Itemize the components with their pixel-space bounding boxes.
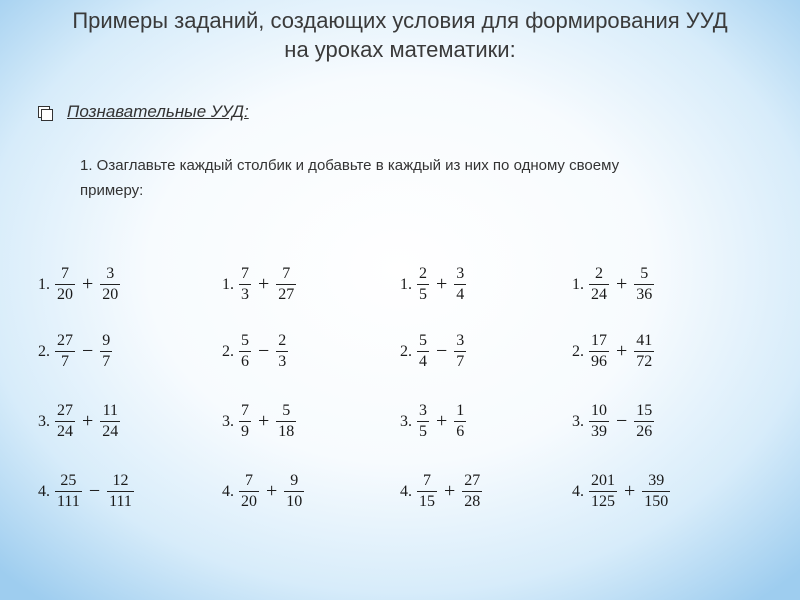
fraction-expression — [222, 401, 299, 442]
numerator: 10 — [591, 402, 607, 419]
operator: + — [258, 273, 270, 295]
denominator: 26 — [636, 423, 653, 440]
numerator: 25 — [60, 472, 77, 489]
numerator: 9 — [102, 332, 111, 349]
denominator: 150 — [644, 493, 669, 510]
fraction-b — [276, 331, 288, 372]
fraction-expression — [38, 264, 123, 305]
numerator: 9 — [290, 472, 299, 489]
expression-index: 4. — [572, 482, 584, 500]
denominator: 4 — [419, 353, 427, 370]
numerator: 27 — [57, 332, 73, 349]
fraction-a — [239, 471, 259, 512]
denominator: 96 — [591, 353, 607, 370]
denominator: 125 — [591, 493, 615, 510]
denominator: 24 — [102, 423, 119, 440]
denominator: 20 — [241, 493, 257, 510]
operator: + — [436, 410, 448, 432]
slide-title — [0, 6, 800, 64]
operator: − — [436, 340, 448, 362]
expression-index: 3. — [400, 412, 412, 430]
operator: + — [616, 273, 628, 295]
operator: + — [266, 480, 278, 502]
numerator: 7 — [282, 265, 291, 282]
fraction-a — [55, 471, 82, 512]
numerator: 7 — [241, 265, 249, 282]
numerator: 12 — [112, 472, 129, 489]
fraction-expression — [222, 264, 299, 305]
fraction-a — [417, 471, 437, 512]
numerator: 41 — [636, 332, 653, 349]
denominator: 3 — [278, 353, 287, 370]
numerator: 2 — [595, 265, 603, 282]
fraction-b — [454, 401, 466, 442]
fraction-a — [417, 331, 429, 372]
numerator: 3 — [106, 265, 115, 282]
denominator: 39 — [591, 423, 607, 440]
fraction-a — [589, 471, 617, 512]
operator: + — [444, 480, 456, 502]
numerator: 27 — [464, 472, 481, 489]
fraction-a — [55, 264, 75, 305]
fraction-a — [55, 331, 75, 372]
fraction-b — [454, 331, 466, 372]
fraction-expression — [572, 471, 673, 512]
expression-index: 1. — [222, 275, 234, 293]
numerator: 3 — [456, 265, 465, 282]
denominator: 24 — [591, 286, 607, 303]
fraction-expression — [572, 264, 657, 305]
slide-title-line-2: на уроках математики: — [284, 37, 516, 62]
numerator: 39 — [648, 472, 665, 489]
denominator: 111 — [109, 493, 132, 510]
denominator: 6 — [456, 423, 465, 440]
denominator: 20 — [57, 286, 73, 303]
fraction-b — [634, 331, 654, 372]
denominator: 10 — [286, 493, 303, 510]
fraction-expression — [400, 471, 485, 512]
numerator: 27 — [57, 402, 73, 419]
expression-index: 4. — [38, 482, 50, 500]
fraction-b — [634, 264, 654, 305]
numerator: 1 — [456, 402, 465, 419]
expression-index: 2. — [38, 342, 50, 360]
fraction-expression — [400, 264, 469, 305]
expression-index: 1. — [572, 275, 584, 293]
expression-index: 1. — [400, 275, 412, 293]
fraction-a — [417, 264, 429, 305]
denominator: 111 — [57, 493, 80, 510]
numerator: 5 — [419, 332, 427, 349]
numerator: 17 — [591, 332, 607, 349]
denominator: 5 — [419, 286, 427, 303]
fraction-b — [100, 401, 120, 442]
expression-index: 2. — [222, 342, 234, 360]
expression-index: 4. — [400, 482, 412, 500]
operator: + — [624, 480, 636, 502]
numerator: 7 — [241, 402, 249, 419]
expression-index: 1. — [38, 275, 50, 293]
denominator: 7 — [61, 353, 69, 370]
fraction-a — [239, 401, 251, 442]
expression-index: 2. — [572, 342, 584, 360]
denominator: 28 — [464, 493, 481, 510]
numerator: 2 — [278, 332, 287, 349]
denominator: 7 — [456, 353, 465, 370]
numerator: 5 — [282, 402, 291, 419]
fraction-a — [589, 401, 609, 442]
fraction-b — [284, 471, 304, 512]
expression-index: 2. — [400, 342, 412, 360]
task-text — [80, 153, 750, 203]
denominator: 3 — [241, 286, 249, 303]
operator: − — [88, 480, 101, 502]
numerator: 11 — [102, 402, 118, 419]
operator: − — [82, 340, 94, 362]
fraction-expression — [222, 331, 291, 372]
numerator: 2 — [419, 265, 427, 282]
numerator: 7 — [245, 472, 253, 489]
fraction-a — [239, 264, 251, 305]
operator: + — [82, 273, 94, 295]
fraction-expression — [38, 401, 123, 442]
denominator: 15 — [419, 493, 435, 510]
numerator: 5 — [241, 332, 249, 349]
numerator: 3 — [456, 332, 465, 349]
section-header — [38, 102, 249, 122]
fraction-a — [417, 401, 429, 442]
fraction-b — [462, 471, 482, 512]
fraction-b — [634, 401, 654, 442]
expression-index: 3. — [38, 412, 50, 430]
slide-title-line-1: Примеры заданий, создающих условия для формирования УУД — [72, 8, 728, 33]
operator: + — [616, 340, 628, 362]
fraction-b — [276, 401, 296, 442]
fraction-expression — [400, 401, 469, 442]
denominator: 36 — [636, 286, 653, 303]
fraction-expression — [38, 471, 137, 512]
denominator: 18 — [278, 423, 295, 440]
fraction-a — [589, 331, 609, 372]
denominator: 4 — [456, 286, 465, 303]
fraction-a — [589, 264, 609, 305]
fraction-expression — [38, 331, 115, 372]
fraction-b — [100, 331, 112, 372]
operator: + — [436, 273, 448, 295]
operator: − — [258, 340, 270, 362]
numerator: 3 — [419, 402, 427, 419]
numerator: 7 — [61, 265, 69, 282]
expression-index: 3. — [222, 412, 234, 430]
operator: + — [82, 410, 94, 432]
section-heading: Познавательные УУД: — [67, 102, 249, 121]
denominator: 7 — [102, 353, 111, 370]
task-line-2: примеру: — [80, 182, 144, 199]
denominator: 27 — [278, 286, 295, 303]
fraction-expression — [572, 331, 657, 372]
numerator: 7 — [423, 472, 431, 489]
operator: − — [616, 410, 628, 432]
fraction-b — [642, 471, 670, 512]
denominator: 72 — [636, 353, 653, 370]
numerator: 5 — [640, 265, 649, 282]
denominator: 20 — [102, 286, 119, 303]
fraction-b — [107, 471, 134, 512]
fraction-b — [276, 264, 296, 305]
fraction-b — [454, 264, 466, 305]
expression-index: 4. — [222, 482, 234, 500]
numerator: 201 — [591, 472, 615, 489]
denominator: 24 — [57, 423, 73, 440]
fraction-b — [100, 264, 120, 305]
denominator: 6 — [241, 353, 249, 370]
expression-index: 3. — [572, 412, 584, 430]
checkbox-bullet-icon — [38, 106, 51, 119]
fraction-a — [55, 401, 75, 442]
fraction-expression — [400, 331, 469, 372]
fraction-expression — [572, 401, 657, 442]
fraction-expression — [222, 471, 307, 512]
fraction-a — [239, 331, 251, 372]
numerator: 15 — [636, 402, 653, 419]
task-line-1: 1. Озаглавьте каждый столбик и добавьте в каждый из них по одному своему — [80, 157, 620, 174]
denominator: 9 — [241, 423, 249, 440]
operator: + — [258, 410, 270, 432]
denominator: 5 — [419, 423, 427, 440]
